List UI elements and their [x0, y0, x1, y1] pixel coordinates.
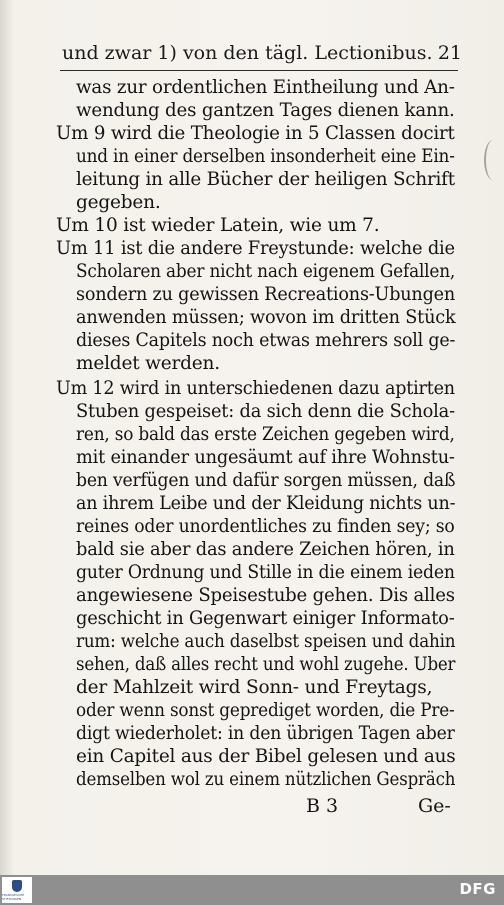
running-title: und zwar 1) von den tägl. Lectionibus. [62, 42, 433, 64]
text-line: demselben wol zu einem nützlichen Gespräch [76, 769, 456, 790]
text-line: reines oder unordentliches zu finden sey; so [76, 516, 455, 537]
page-number: 21 [437, 42, 462, 64]
text-line: ren, so bald das erste Zeichen gegeben wird, [76, 424, 455, 445]
text-line: leitung in alle Bücher der heiligen Schrift [76, 169, 455, 190]
viewer-bottom-bar [0, 875, 504, 905]
text-line: meldet werden. [76, 353, 220, 374]
text-line: wendung des gantzen Tages dienen kann. [76, 100, 455, 121]
dfg-logo: DFG [459, 880, 496, 898]
text-line: ben verfügen und dafür sorgen müssen, daß [76, 470, 456, 491]
text-line: Um 10 ist wieder Latein, wie um 7. [56, 215, 380, 236]
text-line: was zur ordentlichen Eintheilung und An- [76, 77, 455, 98]
text-line: angewiesene Speisestube gehen. Dis alles [76, 585, 455, 606]
running-header [62, 42, 462, 72]
header-rule [60, 70, 458, 71]
text-line: mit einander ungesäumt auf ihre Wohnstu- [76, 447, 455, 468]
text-line: Um 9 wird die Theologie in 5 Classen docirt [56, 123, 455, 144]
text-line: Stuben gespeiset: da sich denn die Schola- [76, 401, 455, 422]
text-line: sondern zu gewissen Recreations-Ubungen [76, 284, 456, 305]
text-line: Um 11 ist die andere Freystunde: welche die [56, 238, 455, 259]
institution-logo [2, 877, 32, 903]
text-line: gegeben. [76, 192, 161, 213]
text-line: dieses Capitels noch etwas mehrers soll ge- [76, 330, 456, 351]
text-line: an ihrem Leibe und der Kleidung nichts un- [76, 493, 456, 514]
text-line: sehen, daß alles recht und wohl zugehe. Uber [76, 654, 456, 675]
institution-logo-text: FRANCKESCHE STIFTUNGEN [2, 892, 25, 901]
text-line: geschicht in Gegenwart einiger Informato- [76, 608, 455, 629]
text-line: Scholaren aber nicht nach eigenem Gefallen, [76, 261, 456, 282]
shield-icon [12, 880, 22, 892]
signature-mark: B 3 [306, 795, 339, 817]
text-line: rum: welche auch daselbst speisen und dahin [76, 631, 456, 652]
text-line: der Mahlzeit wird Sonn- und Freytags, [76, 677, 433, 698]
text-line: anwenden müssen; wovon im dritten Stück [76, 307, 456, 328]
page-edge-mark [484, 140, 502, 180]
text-line: guter Ordnung und Stille in die einem ieden [76, 562, 455, 583]
text-line: ein Capitel aus der Bibel gelesen und aus [76, 746, 456, 767]
text-line: und in einer derselben insonderheit eine Ein- [76, 146, 455, 167]
catchword: Ge- [418, 795, 451, 817]
text-line: Um 12 wird in unterschiedenen dazu aptirten [56, 378, 455, 399]
text-line: digt wiederholet: in den übrigen Tagen aber [76, 723, 455, 744]
text-line: bald sie aber das andere Zeichen hören, in [76, 539, 455, 560]
text-line: oder wenn sonst geprediget worden, die Pre- [76, 700, 455, 721]
